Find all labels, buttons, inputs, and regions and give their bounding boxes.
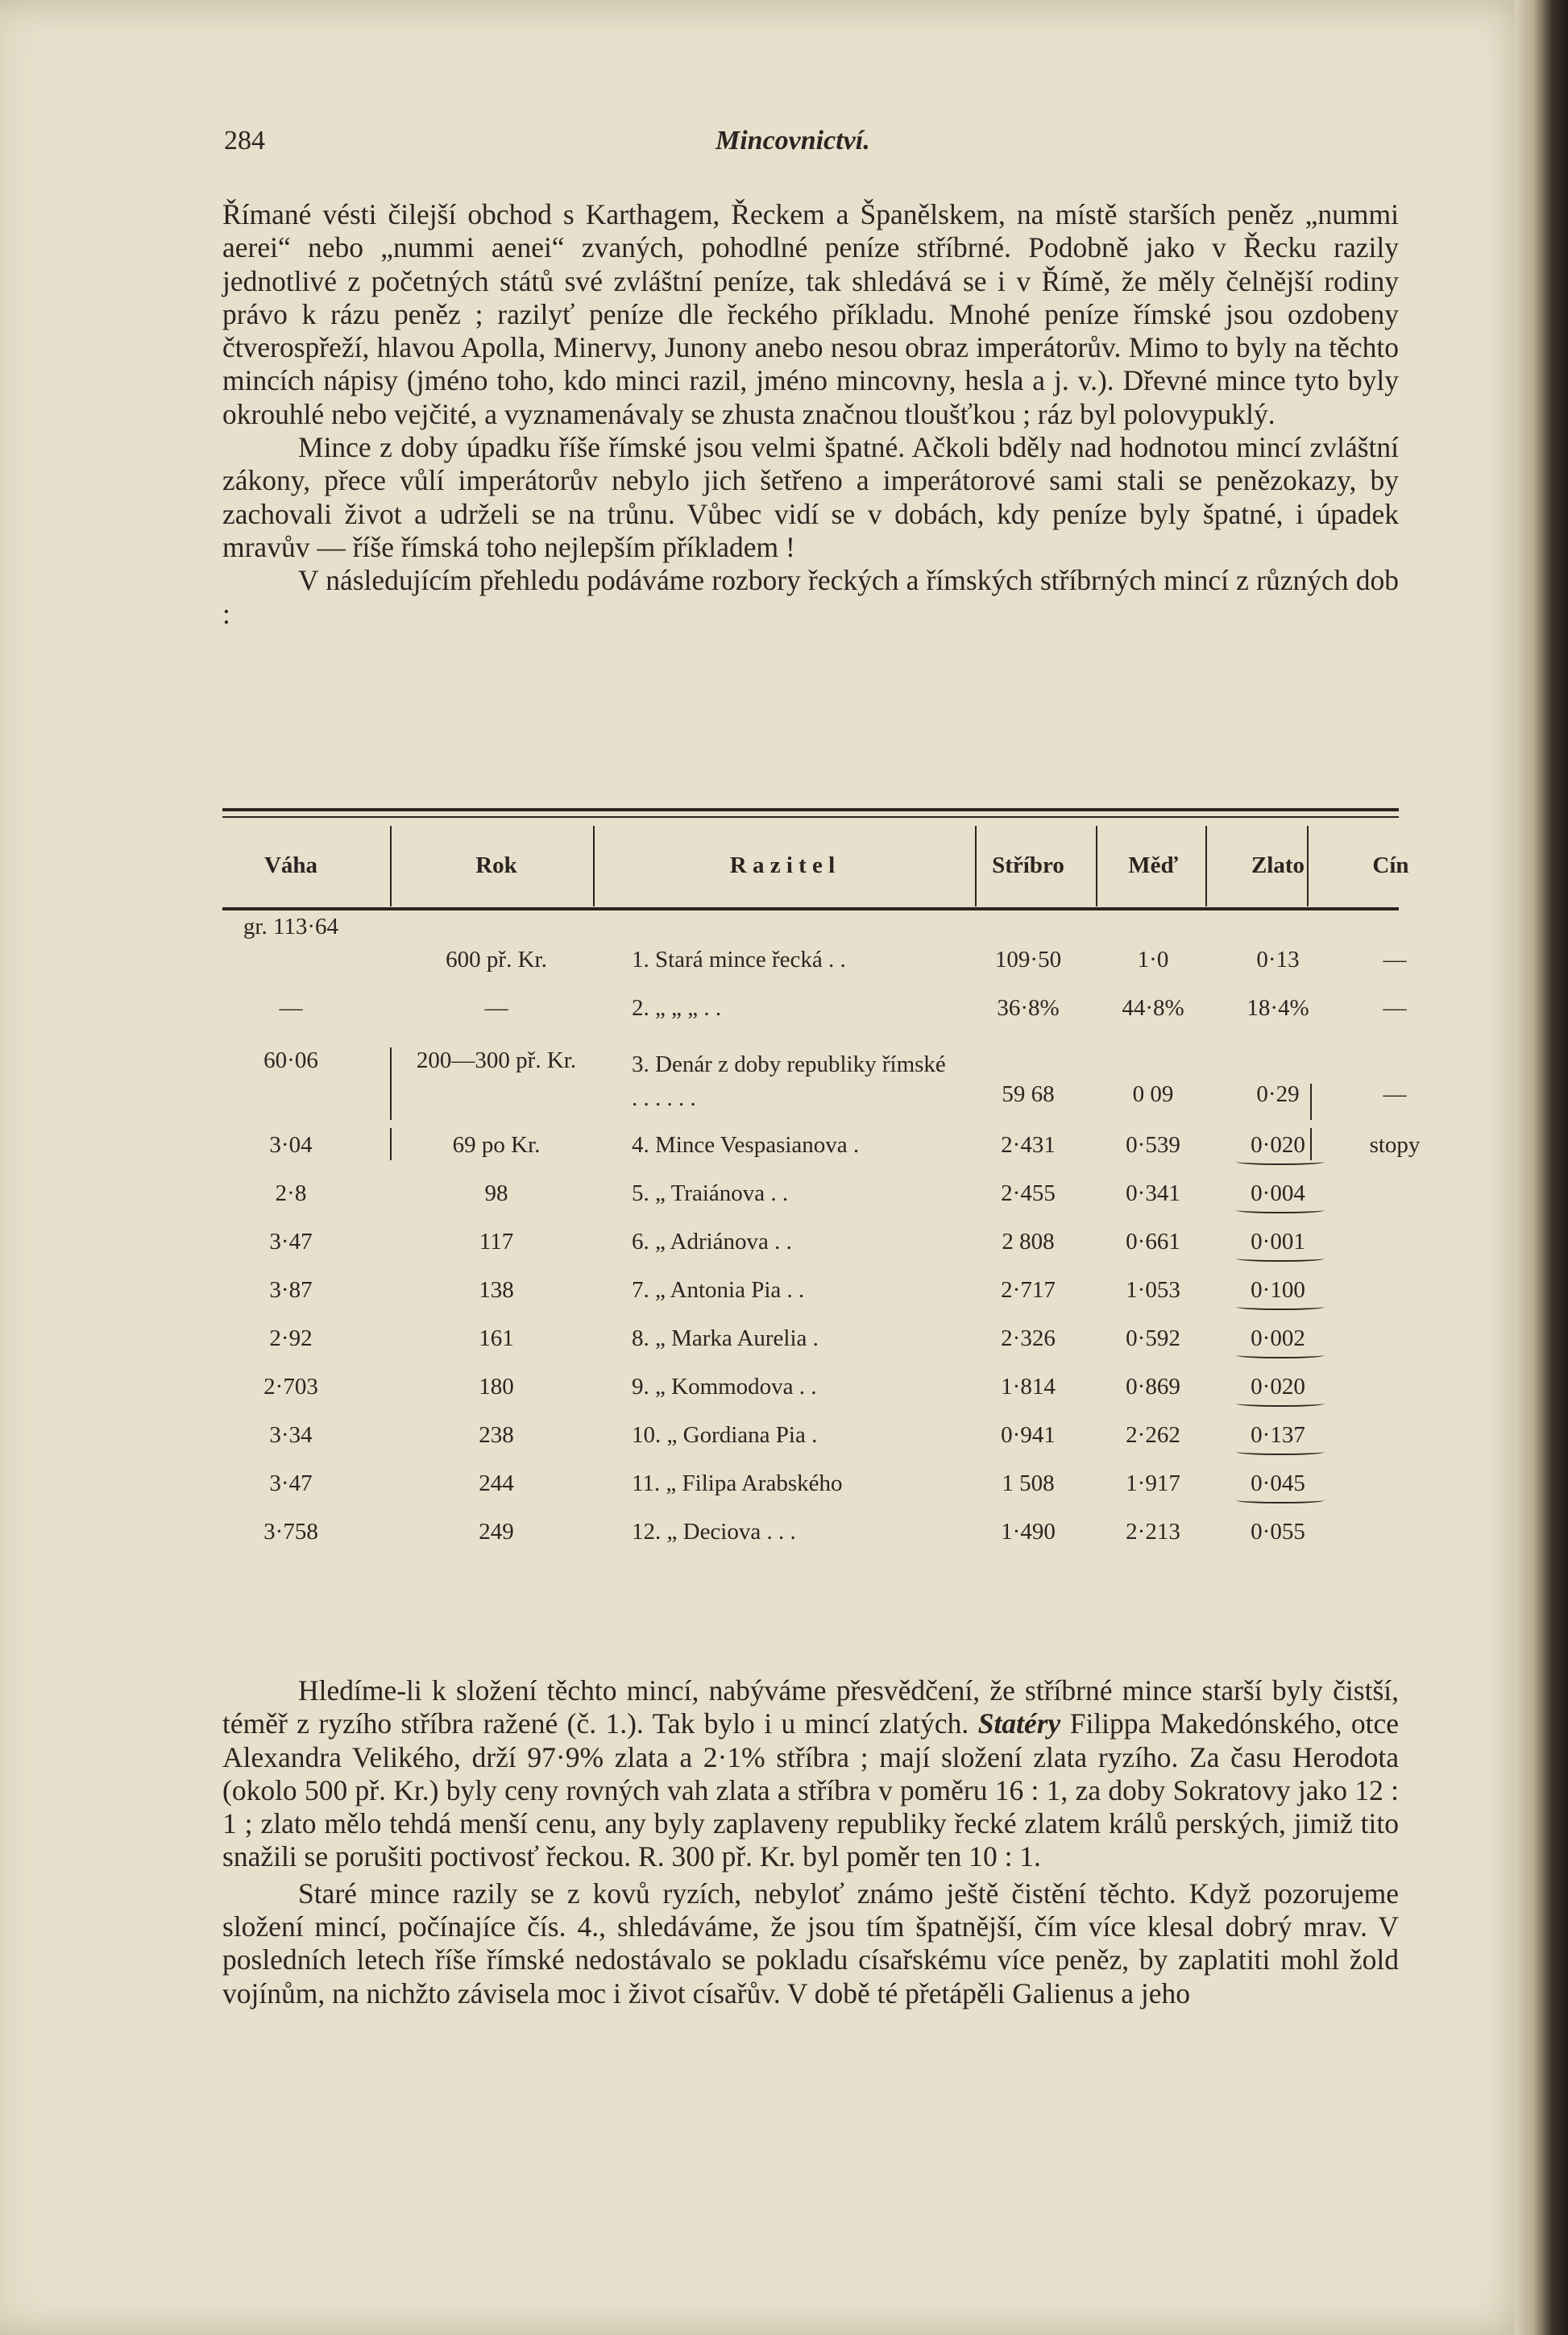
table-row <box>222 1132 1421 1180</box>
cell-med: 2·213 <box>1126 1519 1180 1545</box>
header-cin: Cín <box>1372 852 1409 878</box>
table-row <box>222 1180 1399 1229</box>
intro-paragraph-2: Mince z doby úpadku říše římské jsou velmi špatné. Ačkoli bděly nad hodnotou mincí zvláštní zákony, přece vůlí imperátorův nebylo jich šetřeno a imperátorové sami stali se penězokazy, by zachovali život a udrželi se na trůnu. Vůbec vidí se v dobách, kdy peníze byly špatné, i úpadek mravův — říše římská toho nejlepším příkladem ! <box>222 431 1399 563</box>
wave-mark <box>1236 1255 1325 1262</box>
cell-cin: — <box>1383 1081 1407 1107</box>
table-row <box>222 995 1407 1043</box>
table-row <box>222 1047 1407 1128</box>
cell-vaha: 60·06 <box>263 1047 318 1073</box>
cell-med: 0 09 <box>1132 1081 1174 1107</box>
cell-zlato: 0·045 <box>1251 1470 1305 1496</box>
cell-rok: — <box>484 995 508 1021</box>
cell-rok: 98 <box>484 1180 508 1206</box>
cell-med: 1·053 <box>1126 1277 1180 1303</box>
col-sep-5 <box>1205 826 1207 906</box>
header-vaha: Váha <box>263 852 318 878</box>
cell-zlato: 0·055 <box>1251 1519 1305 1545</box>
cell-rok: 600 př. Kr. <box>446 947 547 973</box>
wave-mark <box>1236 1497 1325 1503</box>
cell-razitel: 10. „ Gordiana Pia . <box>632 1422 818 1448</box>
page-gutter <box>1515 0 1568 2335</box>
intro-text <box>222 198 1399 631</box>
cell-med: 0·341 <box>1126 1180 1180 1206</box>
after-paragraph-1-a: Hledíme-li k složení těchto mincí, nabýváme přesvědčení, že stříbrné mince starší byly čistší, téměř z ryzího stříbra ražené (č. 1.). Tak bylo i u mincí zlatých. <box>222 1674 1399 1740</box>
after-paragraph-1-b: Filippa Makedónského, otce Alexandra Velikého, drží 97·9% zlata a 2·1% stříbra ; mají složení zlata ryzího. Za času Herodota (okolo 500 př. Kr.) byly ceny rovných vah zlata a stříbra v poměru 16 : 1, za doby Sokratovy jako 12 : 1 ; zlato mělo tehdá menší cenu, any byly zaplaveny republiky řecké zlatem králů perských, jimiž tito snažili se porušiti poctivosť řeckou. R. 300 př. Kr. byl poměr ten 10 : 1. <box>222 1707 1400 1873</box>
cell-stribro: 1 508 <box>1002 1470 1055 1496</box>
col-sep-4 <box>1096 826 1097 906</box>
after-text <box>222 1674 1399 2010</box>
header-rok: Rok <box>475 852 517 878</box>
cell-rok: 200—300 př. Kr. <box>416 1047 577 1073</box>
cell-cin: stopy <box>1369 1132 1421 1158</box>
cell-med: 0·869 <box>1126 1374 1180 1400</box>
cell-zlato: 0·137 <box>1251 1422 1305 1448</box>
cell-zlato: 0·020 <box>1251 1132 1305 1158</box>
running-title: Mincovnictví. <box>716 126 870 156</box>
cell-stribro: 1·814 <box>1001 1374 1056 1400</box>
cell-zlato: 0·13 <box>1256 947 1300 973</box>
cell-razitel: 9. „ Kommodova . . <box>632 1374 817 1400</box>
cell-med: 1·0 <box>1137 947 1169 973</box>
col-sep-2 <box>593 826 595 906</box>
cell-vaha: 3·34 <box>269 1422 313 1448</box>
header-med: Měď <box>1128 852 1178 878</box>
cell-med: 1·917 <box>1126 1470 1180 1496</box>
cell-stribro: 0·941 <box>1001 1422 1056 1448</box>
cell-vaha: gr. 113·64 <box>243 914 339 939</box>
intro-paragraph-1: Římané vésti čilejší obchod s Karthagem, Řeckem a Španělskem, na místě starších peněz „nummi aerei“ nebo „nummi aenei“ zvaných, pohodlné peníze stříbrné. Podobně jako v Řecku razily jednotlivé z početných států své zvláštní peníze, tak shledává se i v Římě, že měly čelnější rodiny právo k rázu peněz ; razilyť peníze dle řeckého příkladu. Mnohé peníze římské jsou ozdobeny čtverospřeží, hlavou Apolla, Minervy, Junony anebo nesou obraz imperátorův. Mimo to byly na těchto mincích nápisy (jméno toho, kdo minci razil, jméno mincovny, hesla a j. v.). Dřevné mince tyto byly okrouhlé nebo vejčité, a vyznamenávaly se zhusta značnou tloušťkou ; ráz byl polovypuklý. <box>222 198 1399 430</box>
cell-razitel: 1. Stará mince řecká . . <box>632 947 846 973</box>
cell-razitel: 11. „ Filipa Arabského <box>632 1470 843 1496</box>
table-row <box>222 1325 1399 1374</box>
cell-vaha: 3·47 <box>269 1229 313 1255</box>
cell-vaha: — <box>279 995 303 1021</box>
cell-stribro: 2 808 <box>1002 1229 1055 1255</box>
table-row <box>222 1374 1399 1422</box>
cell-stribro: 36·8% <box>997 995 1060 1021</box>
cell-razitel: 8. „ Marka Aurelia . <box>632 1325 819 1351</box>
cell-zlato: 0·100 <box>1251 1277 1305 1303</box>
page-number: 284 <box>224 126 265 156</box>
wave-mark <box>1236 1449 1325 1455</box>
alloy-table-header <box>222 832 1409 912</box>
cell-vaha: 3·47 <box>269 1470 313 1496</box>
cell-rok: 69 po Kr. <box>452 1132 541 1158</box>
table-row <box>222 1519 1399 1567</box>
cell-razitel: 6. „ Adriánova . . <box>632 1229 792 1255</box>
cell-cin: — <box>1383 947 1407 973</box>
wave-mark <box>1236 1159 1325 1165</box>
page-header <box>224 126 1396 166</box>
cell-razitel: 12. „ Deciova . . . <box>632 1519 796 1545</box>
cell-stribro: 59 68 <box>1002 1081 1055 1107</box>
cell-zlato: 0·29 <box>1256 1081 1300 1107</box>
table-row <box>222 1229 1399 1277</box>
cell-rok: 117 <box>479 1229 514 1255</box>
table-row <box>222 1277 1399 1325</box>
cell-stribro: 2·455 <box>1001 1180 1056 1206</box>
table-top-rule <box>222 808 1399 811</box>
cell-razitel: 2. „ „ „ . . <box>632 995 722 1021</box>
cell-vaha: 2·92 <box>269 1325 313 1351</box>
cell-stribro: 2·326 <box>1001 1325 1056 1351</box>
table-top-rule-thin <box>222 816 1399 818</box>
cell-med: 0·592 <box>1126 1325 1180 1351</box>
cell-med: 2·262 <box>1126 1422 1180 1448</box>
cell-razitel: 3. Denár z doby republiky římské . . . . . . <box>632 1051 946 1111</box>
cell-zlato: 0·002 <box>1251 1325 1305 1351</box>
cell-vaha: 2·8 <box>275 1180 307 1206</box>
cell-rok: 244 <box>479 1470 514 1496</box>
cell-med: 44·8% <box>1122 995 1184 1021</box>
cell-rok: 249 <box>479 1519 514 1545</box>
header-razitel: R a z i t e l <box>729 852 836 878</box>
after-paragraph-1 <box>222 1674 1399 1874</box>
wave-mark <box>1236 1304 1325 1310</box>
table-row <box>222 1470 1399 1519</box>
cell-stribro: 109·50 <box>994 947 1062 973</box>
cell-razitel: 5. „ Traiánova . . <box>632 1180 789 1206</box>
cell-vaha: 2·703 <box>263 1374 318 1400</box>
cell-med: 0·539 <box>1126 1132 1180 1158</box>
wave-mark <box>1236 1400 1325 1407</box>
cell-razitel: 7. „ Antonia Pia . . <box>632 1277 805 1303</box>
header-zlato: Zlato <box>1251 852 1305 878</box>
col-sep-3 <box>975 826 977 906</box>
table-row <box>222 1422 1399 1470</box>
cell-vaha: 3·758 <box>263 1519 318 1545</box>
cell-zlato: 0·001 <box>1251 1229 1305 1255</box>
cell-med: 0·661 <box>1126 1229 1180 1255</box>
cell-vaha: 3·87 <box>269 1277 313 1303</box>
cell-rok: 161 <box>479 1325 514 1351</box>
wave-mark <box>1236 1352 1325 1358</box>
col-sep-1 <box>390 826 392 906</box>
header-stribro: Stříbro <box>992 852 1064 878</box>
cell-rok: 238 <box>479 1422 514 1448</box>
cell-razitel: 4. Mince Vespasianova . <box>632 1132 860 1158</box>
col-sep-6 <box>1307 826 1309 906</box>
intro-paragraph-3: V následujícím přehledu podáváme rozbory řeckých a římských stříbrných mincí z různých dob : <box>222 564 1399 630</box>
cell-vaha: 3·04 <box>269 1132 313 1158</box>
cell-stribro: 1·490 <box>1001 1519 1056 1545</box>
cell-stribro: 2·717 <box>1001 1277 1056 1303</box>
cell-cin: — <box>1383 995 1407 1021</box>
after-paragraph-2: Staré mince razily se z kovů ryzích, nebyloť známo ještě čistění těchto. Když pozorujeme složení mincí, počínajíce čís. 4., shledáváme, že jsou tím špatnější, čím více klesal dobrý mrav. V posledních letech říše římské nedostávalo se pokladu císařskému více peněz, by zaplatiti mohl žold vojínům, na nichžto závisela moc i život císařův. V době té přetápěli Galienus a jeho <box>222 1877 1399 2009</box>
table-row <box>222 914 1407 973</box>
cell-stribro: 2·431 <box>1001 1132 1056 1158</box>
cell-zlato: 0·004 <box>1251 1180 1305 1206</box>
cell-rok: 138 <box>479 1277 514 1303</box>
wave-mark <box>1236 1207 1325 1213</box>
cell-rok: 180 <box>479 1374 514 1400</box>
cell-zlato: 0·020 <box>1251 1374 1305 1400</box>
cell-zlato: 18·4% <box>1247 995 1309 1021</box>
staters-term: Statéry <box>977 1707 1061 1740</box>
